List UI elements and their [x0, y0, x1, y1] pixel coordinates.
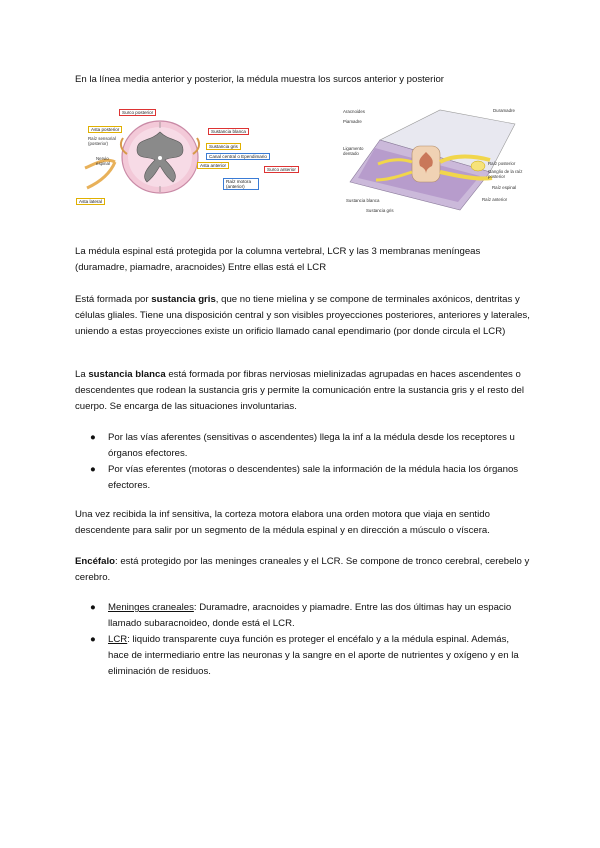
label-surco-anterior: Surco anterior: [264, 166, 299, 173]
meninges-craneales-text: : Duramadre, aracnoides y piamadre. Entre las dos últimas hay un espacio llamado subaracnoideo, donde está el LCR.: [108, 602, 512, 629]
gray-matter-paragraph: [75, 292, 530, 340]
white-matter-pre: La: [75, 369, 89, 380]
gray-matter-post: , que no tiene mielina y se compone de terminales axónicos, dentritas y células gliales. Tiene una disposición central y son visibles proyecciones posteriores, anteriores y laterales, uniendo a estas proyecciones existe un orificio llamado canal ependimario (por donde circula el LCR): [75, 294, 530, 337]
motor-paragraph: Una vez recibida la inf sensitiva, la corteza motora elabora una orden motora que viaja en sentido descendente para salir por un segmento de la médula espinal y en dirección a músculo o víscera.: [75, 509, 490, 536]
lcr-text: : liquido transparente cuya función es proteger el encéfalo y a la médula espinal. Además, hace de intermediario entre las neuronas y la sangre en el aporte de nutrientes y oxígeno y en la eliminación de residuos.: [108, 634, 519, 677]
white-matter-post: está formada por fibras nerviosas mielinizadas agrupadas en haces ascendentes o descendentes que rodean la sustancia gris y permite la comunicación entre la sustancia gris y el resto del cuerpo. Se encarga de las situaciones involuntarias.: [75, 369, 525, 412]
bullet-icon: ●: [90, 464, 96, 475]
label-ligamento-dentado: Ligamento dentado: [343, 146, 364, 156]
list-item: [90, 462, 530, 494]
efferent-text: Por vías eferentes (motoras o descendentes) sale la información de la médula hacia los órganos efectores.: [108, 464, 519, 491]
label-asta-anterior: Asta anterior: [197, 162, 229, 169]
white-matter-term: sustancia blanca: [88, 369, 166, 380]
afferent-text: Por las vías aferentes (sensitivas o ascendentes) llega la inf a la médula desde los receptores u órganos efectores.: [108, 432, 515, 459]
label-raiz-espinal: Raíz espinal: [492, 185, 517, 190]
label-sustancia-blanca: Sustancia blanca: [208, 128, 249, 135]
label-piamadre: Piamadre: [343, 119, 362, 124]
lcr-term: LCR: [108, 634, 128, 645]
gray-matter-pre: Está formada por: [75, 294, 152, 305]
label-sustancia-blanca-2: Sustancia blanca: [346, 198, 380, 203]
spinal-cord-cross-section-figure: [75, 102, 296, 210]
label-duramadre: Duramadre: [493, 108, 515, 113]
meninges-paragraph: La médula espinal está protegida por la columna vertebral, LCR y las 3 membranas meníngeas (duramadre, piamadre, aracnoides) Entre ellas está el LCR: [75, 246, 481, 273]
label-surco-posterior: Surco posterior: [119, 109, 156, 116]
encephalon-term: Encéfalo: [75, 556, 115, 567]
label-ganglio: Ganglio de la raíz posterior: [488, 169, 523, 179]
pathways-list: [90, 430, 530, 494]
label-raiz-anterior: Raíz anterior: [482, 197, 508, 202]
list-item: [90, 430, 530, 462]
label-nervio-espinal: Nervio espinal: [96, 156, 110, 166]
list-item: [90, 600, 530, 632]
bullet-icon: ●: [90, 602, 96, 613]
label-raiz-posterior: Raíz posterior: [488, 161, 516, 166]
meninges-craneales-term: Meninges craneales: [108, 602, 194, 613]
label-raiz-sensorial: Raíz sensorial (posterior): [88, 136, 116, 146]
label-sustancia-gris-2: Sustancia gris: [366, 208, 394, 213]
bullet-icon: ●: [90, 634, 96, 645]
encephalon-list: [90, 600, 530, 680]
label-asta-posterior: Asta posterior: [88, 126, 122, 133]
white-matter-paragraph: [75, 367, 530, 415]
gray-matter-term: sustancia gris: [151, 294, 216, 305]
bullet-icon: ●: [90, 432, 96, 443]
label-asta-lateral: Asta lateral: [76, 198, 105, 205]
meninges-figure: [340, 102, 530, 218]
list-item: [90, 632, 530, 680]
label-raiz-motora: Raíz motora (anterior): [223, 178, 259, 190]
encephalon-post: : está protegido por las meninges craneales y el LCR. Se compone de tronco cerebral, cerebelo y cerebro.: [75, 556, 530, 583]
encephalon-paragraph: [75, 554, 530, 586]
label-sustancia-gris: Sustancia gris: [206, 143, 241, 150]
intro-paragraph: En la línea media anterior y posterior, la médula muestra los surcos anterior y posterior: [75, 74, 444, 85]
label-canal-central: Canal central o Ependimario: [206, 153, 270, 160]
label-aracnoides: Aracnoides: [343, 109, 365, 114]
